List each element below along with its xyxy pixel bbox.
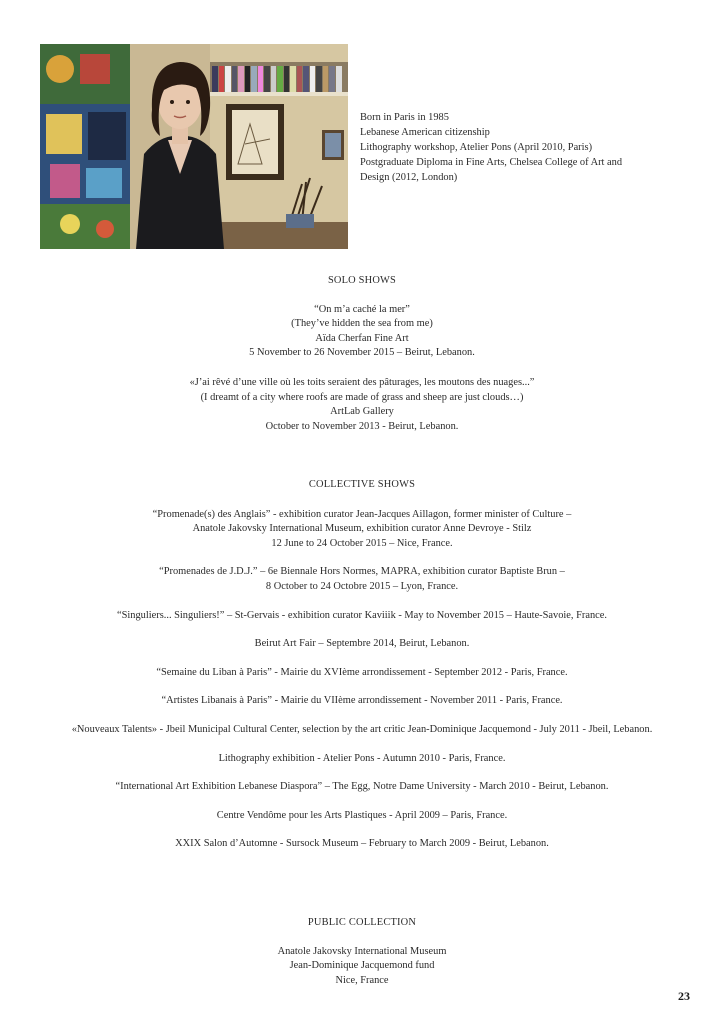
collective-show-item: “Singuliers... Singuliers!” – St-Gervais - exhibition curator Kaviiik - May to November 2015 – Haute-Savoie, France. bbox=[117, 609, 607, 621]
solo-show-item bbox=[0, 376, 724, 434]
show-line: “On m’a caché la mer” bbox=[314, 303, 410, 315]
show-line: “Promenade(s) des Anglais” - exhibition curator Jean-Jacques Aillagon, former minister of Culture – bbox=[152, 508, 572, 520]
show-line: Anatole Jakovsky International Museum, exhibition curator Anne Devroye - Stilz bbox=[192, 523, 532, 535]
solo-shows-heading: SOLO SHOWS bbox=[327, 275, 397, 286]
collection-line: Jean-Dominique Jacquemond fund bbox=[289, 960, 435, 972]
collective-show-item: Centre Vendôme pour les Arts Plastiques - April 2009 – Paris, France. bbox=[216, 809, 508, 821]
show-line: October to November 2013 - Beirut, Lebanon. bbox=[265, 420, 459, 432]
collective-show-item: «Nouveaux Talents» - Jbeil Municipal Cultural Center, selection by the art critic Jean-Dominique Jacquemond - July 2011 - Jbeil, Lebanon. bbox=[71, 723, 653, 735]
artist-portrait-photo bbox=[40, 44, 348, 249]
bio-line: Born in Paris in 1985 bbox=[360, 112, 449, 123]
collective-show-item: Lithography exhibition - Atelier Pons - Autumn 2010 - Paris, France. bbox=[218, 752, 506, 764]
show-line: “Promenades de J.D.J.” – 6e Biennale Hors Normes, MAPRA, exhibition curator Baptiste Brun – bbox=[159, 566, 565, 578]
artist-bio bbox=[360, 110, 700, 185]
show-line: «J’ai rêvé d’une ville où les toits seraient des pâturages, les moutons des nuages...” bbox=[189, 376, 535, 388]
show-line: 8 October to 24 Octobre 2015 – Lyon, France. bbox=[265, 580, 459, 592]
collection-line: Nice, France bbox=[335, 974, 389, 986]
bio-line: Postgraduate Diploma in Fine Arts, Chelsea College of Art and bbox=[360, 157, 623, 168]
show-line: ArtLab Gallery bbox=[330, 406, 394, 418]
page-number: 23 bbox=[678, 989, 690, 1003]
collective-show-item: “Artistes Libanais à Paris” - Mairie du VIIème arrondissement - November 2011 - Paris, France. bbox=[161, 695, 563, 707]
collection-line: Anatole Jakovsky International Museum bbox=[277, 945, 447, 957]
collective-show-item: “International Art Exhibition Lebanese Diaspora” – The Egg, Notre Dame University - March 2010 - Beirut, Lebanon. bbox=[115, 781, 609, 793]
collective-show-item: “Semaine du Liban à Paris” - Mairie du XVIème arrondissement - September 2012 - Paris, France. bbox=[156, 666, 568, 678]
collective-show-item: Beirut Art Fair – Septembre 2014, Beirut, Lebanon. bbox=[254, 638, 470, 650]
collective-show-item bbox=[0, 508, 724, 552]
public-collection-heading: PUBLIC COLLECTION bbox=[307, 917, 417, 928]
collective-shows-heading: COLLECTIVE SHOWS bbox=[308, 479, 416, 490]
show-line: (I dreamt of a city where roofs are made of grass and sheep are just clouds…) bbox=[200, 391, 524, 403]
bio-line: Lithography workshop, Atelier Pons (April 2010, Paris) bbox=[360, 142, 593, 153]
show-line: 12 June to 24 October 2015 – Nice, France. bbox=[271, 537, 453, 549]
show-line: Aïda Cherfan Fine Art bbox=[315, 332, 409, 344]
solo-show-item bbox=[0, 303, 724, 361]
bio-line: Design (2012, London) bbox=[360, 172, 458, 183]
public-collection-section bbox=[0, 916, 724, 988]
collective-show-item bbox=[0, 565, 724, 594]
show-line: (They’ve hidden the sea from me) bbox=[291, 318, 433, 330]
collective-shows-section bbox=[0, 478, 724, 852]
show-line: 5 November to 26 November 2015 – Beirut, Lebanon. bbox=[249, 347, 475, 359]
solo-shows-section bbox=[0, 274, 724, 434]
collective-show-item: XXIX Salon d’Automne - Sursock Museum – February to March 2009 - Beirut, Lebanon. bbox=[175, 838, 549, 850]
bio-line: Lebanese American citizenship bbox=[360, 127, 490, 138]
